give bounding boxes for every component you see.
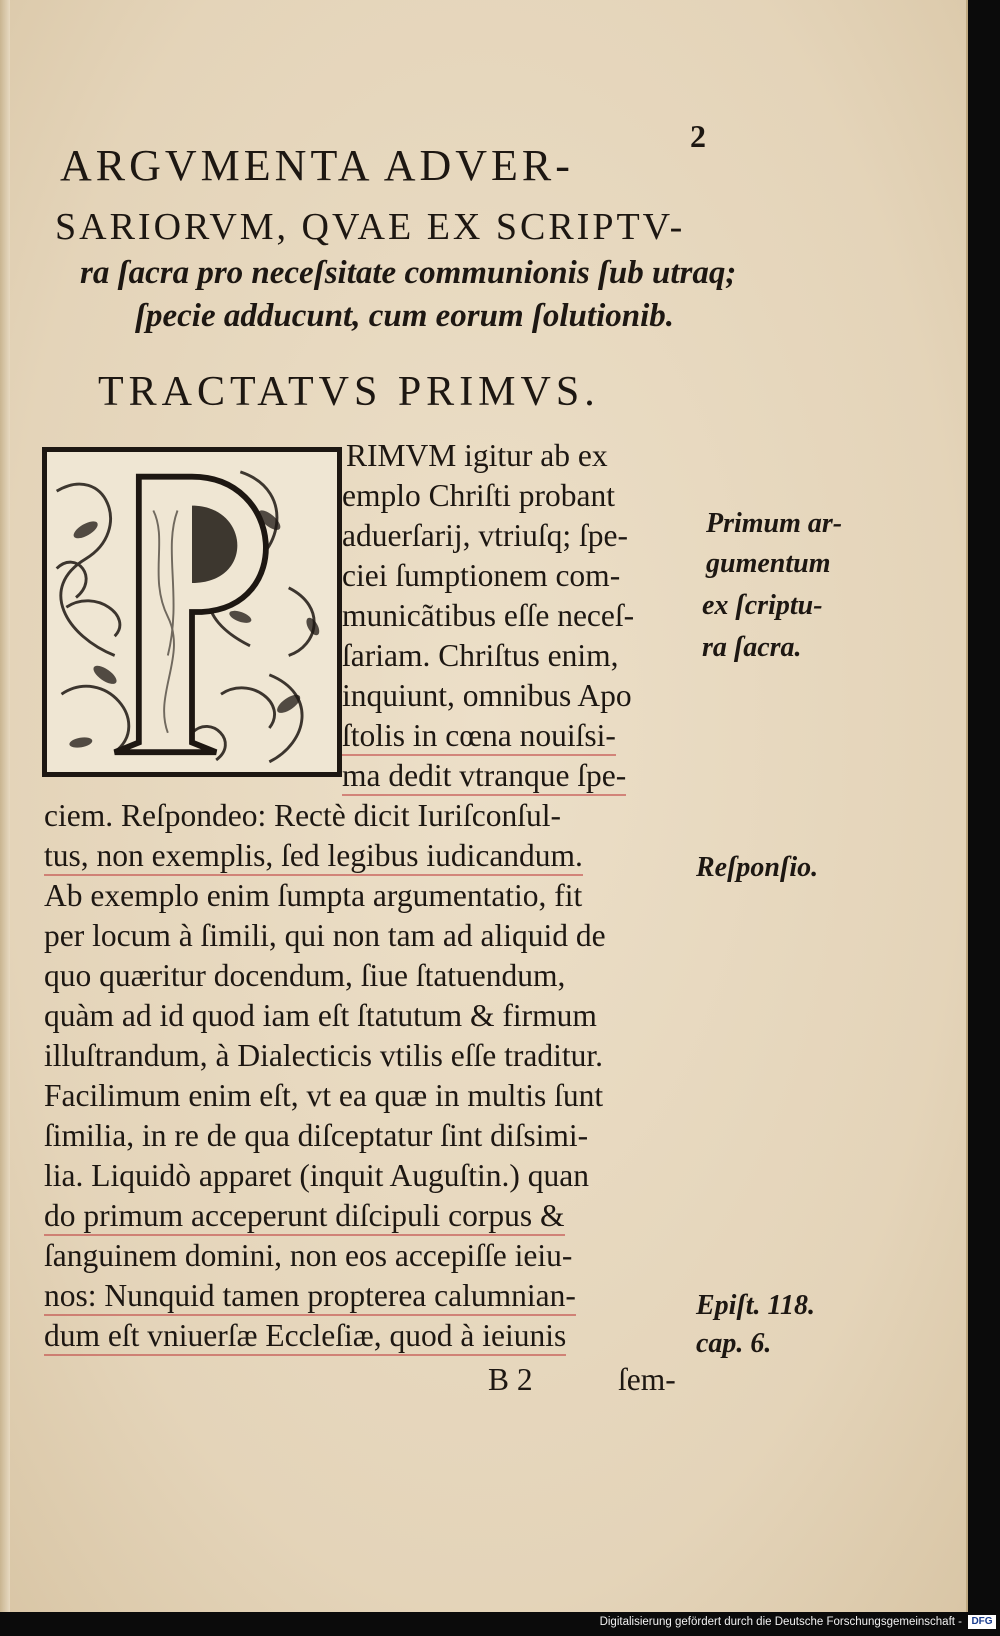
body-line: ſimilia, in re de qua diſceptatur ſint diſsimi-: [44, 1118, 589, 1153]
body-line: Facilimum enim eſt, vt ea quæ in multis ſunt: [44, 1078, 604, 1113]
body-line: illuſtrandum, à Dialecticis vtilis eſſe traditur.: [44, 1038, 603, 1073]
decorated-initial-svg: [47, 452, 337, 772]
marginal-note-1-line: ra ſacra.: [702, 632, 802, 663]
body-line: ſtolis in cœna nouiſsi-: [342, 718, 616, 756]
marginal-note-1-line: Primum ar-: [706, 508, 843, 539]
title-line-3: ra ſacra pro neceſsitate communionis ſub utraq;: [80, 255, 737, 291]
body-line: ciei ſumptionem com-: [342, 558, 621, 593]
marginal-note-3-line: Epiſt. 118.: [696, 1290, 816, 1321]
body-line: per locum à ſimili, qui non tam ad aliquid de: [44, 918, 606, 953]
body-line: ma dedit vtranque ſpe-: [342, 758, 626, 796]
body-line: inquiunt, omnibus Apo: [342, 678, 632, 713]
catchword: ſem-: [618, 1362, 676, 1397]
signature-mark: B 2: [488, 1362, 533, 1397]
body-line: ſanguinem domini, non eos accepiſſe ieiu-: [44, 1238, 573, 1273]
body-line: RIMVM igitur ab ex: [346, 438, 608, 473]
marginal-note-3-line: cap. 6.: [696, 1328, 772, 1359]
body-line: emplo Chriſti probant: [342, 478, 615, 513]
title-line-2: SARIORVM, QVAE EX SCRIPTV-: [55, 206, 686, 248]
marginal-note-1-line: gumentum: [706, 548, 831, 579]
body-line: aduerſarij, vtriuſq; ſpe-: [342, 518, 629, 553]
body-line: lia. Liquidò apparet (inquit Auguſtin.) quan: [44, 1158, 590, 1193]
body-line: nos: Nunquid tamen propterea calumnian-: [44, 1278, 576, 1316]
page-gutter-shadow: [0, 0, 10, 1612]
treatise-heading: TRACTATVS PRIMVS.: [98, 369, 600, 415]
body-line: municãtibus eſſe neceſ-: [342, 598, 635, 633]
body-line: quo quæritur docendum, ſiue ſtatuendum,: [44, 958, 566, 993]
footer-credit: Digitalisierung gefördert durch die Deutsche Forschungsgemeinschaft -: [599, 1616, 962, 1628]
body-line: ciem. Reſpondeo: Rectè dicit Iuriſconſul-: [44, 798, 561, 833]
body-line: ſariam. Chriſtus enim,: [342, 638, 619, 673]
body-line: do primum acceperunt diſcipuli corpus &: [44, 1198, 565, 1236]
dfg-logo: DFG: [968, 1615, 996, 1629]
decorated-initial-p: [42, 447, 342, 777]
body-line: tus, non exemplis, ſed legibus iudicandum.: [44, 838, 583, 876]
marginal-note-1-line: ex ſcriptu-: [702, 590, 823, 621]
body-line: quàm ad id quod iam eſt ſtatutum & firmum: [44, 998, 597, 1033]
title-line-1: ARGVMENTA ADVER-: [60, 141, 574, 190]
body-line: dum eſt vniuerſæ Eccleſiæ, quod à ieiunis: [44, 1318, 566, 1356]
marginal-note-responsio: Reſponſio.: [696, 852, 819, 883]
body-line: Ab exemplo enim ſumpta argumentatio, fit: [44, 878, 583, 913]
folio-number: 2: [690, 118, 706, 154]
title-line-4: ſpecie adducunt, cum eorum ſolutionib.: [135, 298, 675, 334]
